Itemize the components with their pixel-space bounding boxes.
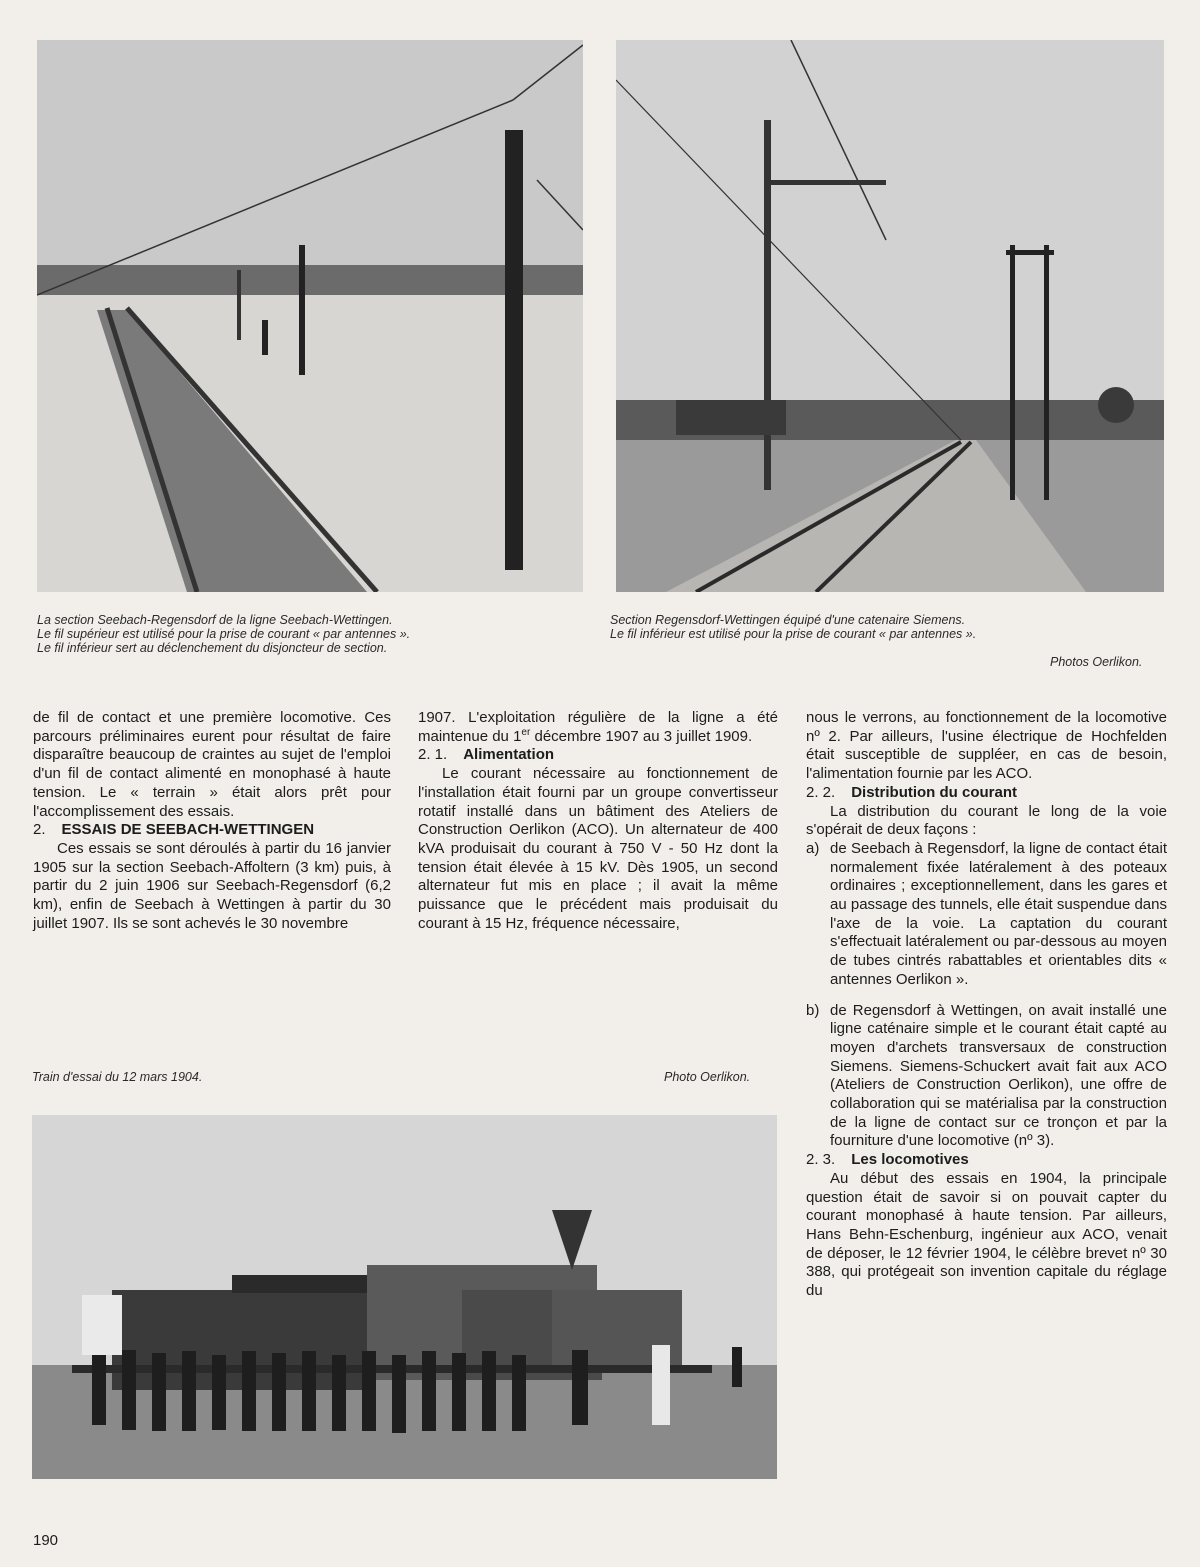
paragraph bbox=[418, 709, 778, 746]
section-heading-2-2 bbox=[806, 784, 1167, 803]
section-heading-2 bbox=[33, 821, 391, 840]
photo-regensdorf-wettingen bbox=[616, 40, 1164, 592]
list-label: a) bbox=[806, 839, 820, 857]
list-item-b bbox=[806, 1002, 1167, 1152]
paragraph: Ces essais se sont déroulés à partir du 16 janvier 1905 sur la section Seebach-Affoltern (3 km) puis, à partir du 2 juin 1906 sur Seebach-Regensdorf (6,2 km), enfin de Seebach à Wettingen à partir du 30 juillet 1907. Ils se sont achevés le 30 novembre bbox=[33, 839, 391, 932]
list-label: b) bbox=[806, 1001, 820, 1019]
caption-line: Section Regensdorf-Wettingen équipé d'une catenaire Siemens. bbox=[610, 613, 966, 627]
page-number: 190 bbox=[33, 1532, 59, 1549]
list-text: de Regensdorf à Wettingen, on avait installé une ligne caténaire simple et le courant était capté au moyen d'archets transversaux de construction Siemens. Siemens-Schuckert avait fait aux ACO (Ateliers de Construction Oerlikon), une offre de collaboration qui se matérialisa par la construction de la ligne de contact sur ce tronçon et par la fourniture d'une locomotive (nº 3). bbox=[830, 1001, 1167, 1150]
section-heading-2-1 bbox=[418, 746, 778, 765]
photo-seebach-regensdorf bbox=[37, 40, 583, 592]
section-title: ESSAIS DE SEEBACH-WETTINGEN bbox=[61, 821, 315, 839]
section-heading-2-3 bbox=[806, 1151, 1167, 1170]
section-number: 2. bbox=[33, 821, 46, 839]
section-title: Alimentation bbox=[463, 746, 555, 764]
paragraph: de fil de contact et une première locomotive. Ces parcours préliminaires eurent pour résultat de faire disparaître beaucoup de craintes au sujet de l'emploi d'un fil de contact alimenté en monophasé à haute tension. Le « terrain » était alors prêt pour l'accomplissement des essais. bbox=[33, 709, 391, 820]
paragraph: La distribution du courant le long de la voie s'opérait de deux façons : bbox=[806, 802, 1167, 839]
photo-test-train-1904 bbox=[32, 1115, 777, 1479]
section-number: 2. 2. bbox=[806, 783, 836, 801]
paragraph: Au début des essais en 1904, la principale question était de savoir si on pouvait capter du courant monophasé à haute tension. Par ailleurs, Hans Behn-Eschenburg, ingénieur aux ACO, venait de déposer, le 12 février 1904, le célèbre brevet nº 30 388, qui protégeait son invention capitale du réglage du bbox=[806, 1169, 1167, 1300]
caption-line: Le fil inférieur est utilisé pour la prise de courant « par antennes ». bbox=[610, 627, 977, 641]
section-title: Les locomotives bbox=[851, 1151, 969, 1169]
list-text: de Seebach à Regensdorf, la ligne de contact était normalement fixée latéralement à des poteaux ordinaires ; exceptionnellement, dans les gares et au passage des tunnels, elle était suspendue dans l'axe de la voie. La captation du courant s'effectuait latéralement ou par-dessous au moyen de tubes cintrés rabattables et orientables dits « antennes Oerlikon ». bbox=[830, 839, 1167, 988]
text-column-2 bbox=[418, 709, 778, 933]
section-title: Distribution du courant bbox=[851, 783, 1018, 801]
paragraph: Le courant nécessaire au fonctionnement de l'installation était fourni par un groupe convertisseur rotatif installé dans un bâtiment des Ateliers de Construction Oerlikon (ACO). Un alternateur de 400 kVA produisait du courant à 750 V - 50 Hz dont la tension était élevée à 15 kV. Dès 1905, un second alternateur fut mis en place ; il avait la même puissance que le précédent mais produisait du courant à 15 Hz, fréquence nécessaire, bbox=[418, 765, 778, 932]
caption-right-photo bbox=[610, 613, 1165, 641]
caption-bottom-photo: Train d'essai du 12 mars 1904. bbox=[32, 1070, 203, 1084]
list-item-a bbox=[806, 840, 1167, 990]
caption-line: La section Seebach-Regensdorf de la ligne Seebach-Wettingen. bbox=[37, 613, 393, 627]
section-number: 2. 1. bbox=[418, 746, 448, 764]
caption-line: Le fil inférieur sert au déclenchement du disjoncteur de section. bbox=[37, 641, 388, 655]
text-column-3 bbox=[806, 709, 1167, 1301]
text-column-1 bbox=[33, 709, 391, 933]
photo-credit-top: Photos Oerlikon. bbox=[1050, 655, 1143, 669]
superscript: er bbox=[521, 726, 531, 738]
paragraph: nous le verrons, au fonctionnement de la locomotive nº 2. Par ailleurs, l'usine électrique de Hochfelden était susceptible de suppléer, en cas de besoin, l'alimentation fournie par les ACO. bbox=[806, 709, 1167, 783]
section-number: 2. 3. bbox=[806, 1151, 836, 1169]
caption-left-photo bbox=[37, 613, 597, 655]
photo-credit-bottom: Photo Oerlikon. bbox=[664, 1070, 751, 1084]
caption-line: Le fil supérieur est utilisé pour la prise de courant « par antennes ». bbox=[37, 627, 411, 641]
text-run: décembre 1907 au 3 juillet 1909. bbox=[530, 727, 753, 745]
text-run: 1907. L'exploitation régulière de la ligne a été maintenue du 1 bbox=[418, 709, 778, 745]
